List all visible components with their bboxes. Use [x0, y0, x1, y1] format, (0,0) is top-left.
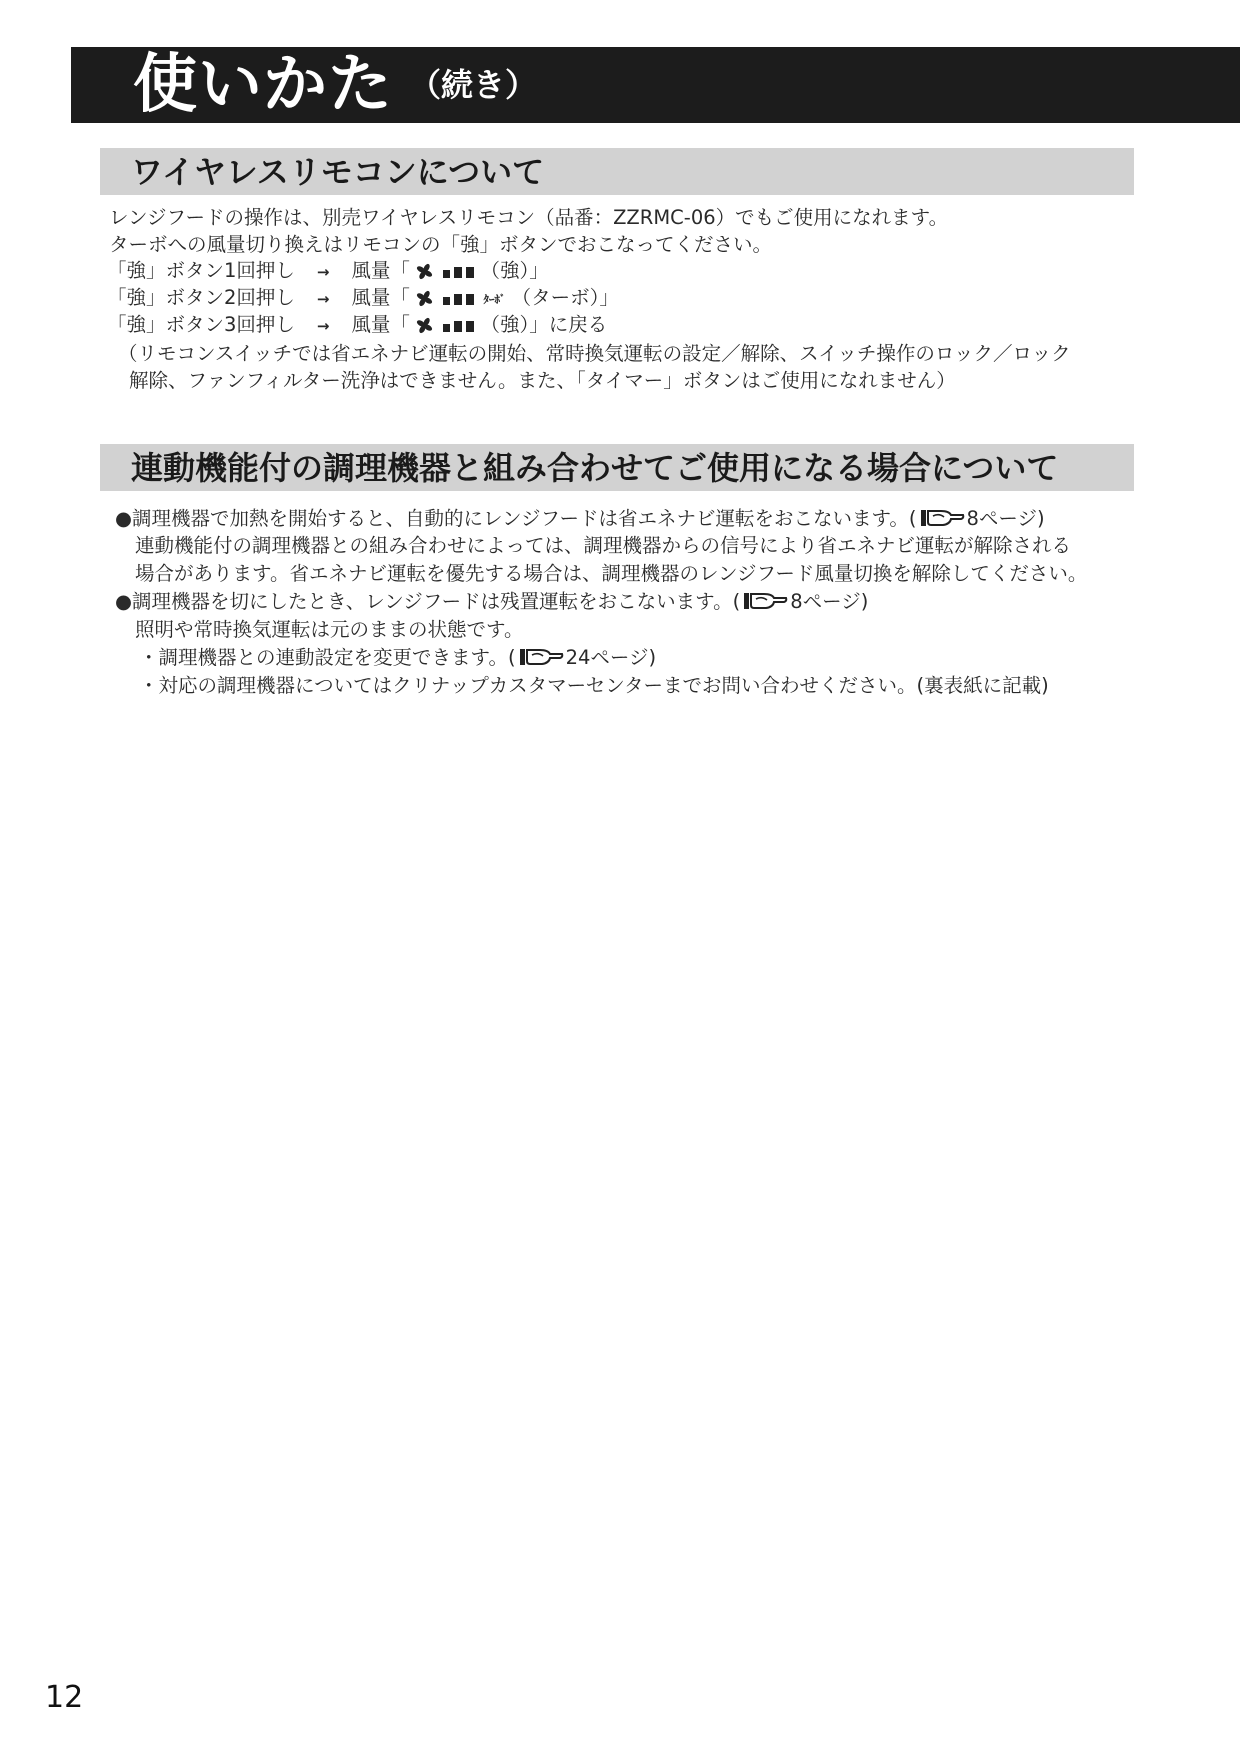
remote-note-1: （リモコンスイッチでは省エネナビ運転の開始、常時換気運転の設定／解除、スイッチ操作のロック／ロック — [118, 342, 1071, 365]
section-heading-linked-cooker-text: 連動機能付の調理機器と組み合わせてご使用になる場合について — [131, 449, 1059, 487]
fan-row-press: 「強」ボタン2回押し — [107, 286, 295, 309]
section-heading-linked-cooker — [100, 444, 1134, 491]
fan-icon — [416, 263, 433, 280]
bullet-1-text: ●調理機器で加熱を開始すると、自動的にレンジフードは省エネナビ運転をおこないます。( — [115, 507, 917, 530]
reference-hand-icon — [919, 507, 965, 529]
fan-row-press: 「強」ボタン3回押し — [107, 313, 295, 336]
fan-icon — [416, 290, 433, 307]
fan-row-2 — [107, 285, 619, 313]
sub-note-1-ref-text: 24ページ) — [565, 646, 657, 669]
section-heading-remote-text: ワイヤレスリモコンについて — [131, 153, 545, 191]
bullet-1-line-1 — [115, 506, 1045, 532]
bullet-2-ref-text: 8ページ) — [790, 590, 869, 613]
level-block-icon — [443, 324, 450, 332]
level-block-icon — [443, 297, 450, 305]
sub-note-1-text: ・調理機器との連動設定を変更できます。( — [139, 646, 516, 669]
level-block-icon — [466, 267, 474, 278]
bullet-2-line-2: 照明や常時換気運転は元のままの状態です。 — [135, 618, 524, 641]
remote-intro-1: レンジフードの操作は、別売ワイヤレスリモコン（品番：ZZRMC-06）でもご使用になれます。 — [109, 206, 949, 229]
title-bar — [71, 47, 1240, 123]
fan-icon — [416, 317, 433, 334]
fan-row-prefix: 風量「 — [351, 259, 410, 282]
fan-row-3 — [107, 312, 607, 339]
bullet-2-text: ●調理機器を切にしたとき、レンジフードは残置運転をおこないます。( — [115, 590, 741, 613]
bullet-2-line-1 — [115, 589, 868, 615]
arrow: → — [316, 317, 330, 335]
reference-hand-icon — [742, 590, 788, 612]
page-subtitle: （続き） — [409, 66, 538, 104]
bullet-1-line-2: 連動機能付の調理機器との組み合わせによっては、調理機器からの信号により省エネナビ運転が解除される — [135, 534, 1072, 557]
fan-row-suffix: （ターボ）」 — [511, 286, 619, 309]
level-block-icon — [454, 321, 462, 332]
bullet-1-line-3: 場合があります。省エネナビ運転を優先する場合は、調理機器のレンジフード風量切換を解除してください。 — [135, 562, 1088, 585]
fan-row-1 — [107, 258, 549, 285]
page-number: 12 — [45, 1680, 84, 1715]
fan-row-suffix: （強）」に戻る — [480, 313, 608, 336]
fan-row-press: 「強」ボタン1回押し — [107, 259, 295, 282]
section-heading-remote — [100, 148, 1134, 195]
remote-intro-2: ターボへの風量切り換えはリモコンの「強」ボタンでおこなってください。 — [109, 233, 773, 256]
arrow: → — [316, 263, 330, 281]
sub-note-2: ・対応の調理機器についてはクリナップカスタマーセンターまでお問い合わせください。(裏表紙に記載) — [139, 674, 1049, 697]
fan-row-prefix: 風量「 — [351, 286, 410, 309]
level-block-icon — [466, 294, 474, 305]
turbo-mark: ﾀｰﾎﾞ — [483, 293, 506, 306]
remote-note-2: 解除、ファンフィルター洗浄はできません。また、「タイマー」ボタンはご使用になれません） — [129, 369, 956, 392]
reference-hand-icon — [518, 646, 564, 668]
level-block-icon — [454, 267, 462, 278]
fan-row-suffix: （強）」 — [480, 259, 549, 282]
level-block-icon — [466, 321, 474, 332]
fan-row-prefix: 風量「 — [351, 313, 410, 336]
level-block-icon — [454, 294, 462, 305]
bullet-1-ref-text: 8ページ) — [966, 507, 1045, 530]
level-block-icon — [443, 270, 450, 278]
sub-note-1 — [139, 645, 656, 671]
arrow: → — [316, 290, 330, 308]
page-title: 使いかた — [133, 48, 393, 122]
